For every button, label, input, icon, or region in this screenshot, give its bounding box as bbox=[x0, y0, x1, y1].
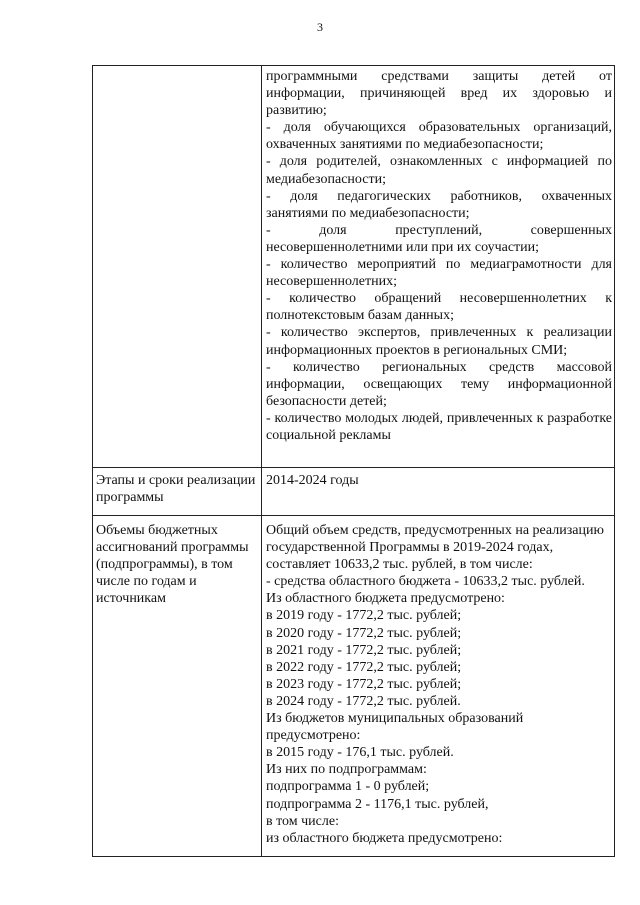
table-row-stages bbox=[93, 468, 615, 516]
indicator-item: - количество экспертов, привлеченных к реализации информационных проектов в региональных СМИ; bbox=[266, 325, 612, 358]
budget-label: Объемы бюджетных ассигнований программы (подпрограммы), в том числе по годам и источникам bbox=[93, 516, 262, 857]
budget-line: подпрограмма 1 - 0 рублей; bbox=[266, 779, 430, 795]
budget-line: в том числе: bbox=[266, 813, 339, 829]
indicator-item: программными средствами защиты детей от информации, причиняющей вред их здоровью и развитию; bbox=[266, 69, 612, 119]
budget-line: Из бюджетов муниципальных образований предусмотрено: bbox=[266, 711, 524, 744]
budget-line: - средства областного бюджета - 10633,2 тыс. рублей. bbox=[266, 574, 585, 590]
table-row-indicators bbox=[93, 66, 615, 468]
budget-line: из областного бюджета предусмотрено: bbox=[266, 830, 503, 846]
indicator-item: - количество региональных средств массовой информации, освещающих тему информационной безопасности детей; bbox=[266, 359, 612, 409]
stages-value: 2014-2024 годы bbox=[262, 468, 615, 516]
budget-line: подпрограмма 2 - 1176,1 тыс. рублей, bbox=[266, 796, 489, 812]
indicator-item: - доля обучающихся образовательных организаций, охваченных занятиями по медиабезопасности; bbox=[266, 120, 612, 153]
indicators-cell bbox=[262, 66, 615, 468]
budget-line: Из них по подпрограммам: bbox=[266, 762, 427, 778]
budget-line: Из областного бюджета предусмотрено: bbox=[266, 591, 505, 607]
budget-line: в 2024 году - 1772,2 тыс. рублей. bbox=[266, 693, 461, 709]
budget-line: в 2020 году - 1772,2 тыс. рублей; bbox=[266, 625, 462, 641]
indicator-item: - доля педагогических работников, охваченных занятиями по медиабезопасности; bbox=[266, 188, 612, 221]
budget-line: в 2022 году - 1772,2 тыс. рублей; bbox=[266, 659, 462, 675]
stages-label: Этапы и сроки реализации программы bbox=[93, 468, 262, 516]
indicator-item: - количество молодых людей, привлеченных к разработке социальной рекламы bbox=[266, 410, 612, 443]
budget-line: в 2019 году - 1772,2 тыс. рублей; bbox=[266, 608, 462, 624]
row-label-empty bbox=[93, 66, 262, 468]
budget-line: в 2023 году - 1772,2 тыс. рублей; bbox=[266, 676, 462, 692]
budget-line: Общий объем средств, предусмотренных на реализацию государственной Программы в 2019-2024 годах, составляет 10633,2 тыс. рублей, в том числе: bbox=[266, 523, 604, 573]
indicator-item: - количество мероприятий по медиаграмотности для несовершеннолетних; bbox=[266, 257, 612, 290]
budget-line: в 2015 году - 176,1 тыс. рублей. bbox=[266, 745, 454, 761]
budget-line: в 2021 году - 1772,2 тыс. рублей; bbox=[266, 642, 462, 658]
indicator-item: - доля преступлений, совершенных несовершеннолетними или при их соучастии; bbox=[266, 222, 612, 255]
budget-cell bbox=[262, 516, 615, 857]
page-number: 3 bbox=[317, 20, 323, 34]
indicator-item: - доля родителей, ознакомленных с информацией по медиабезопасности; bbox=[266, 154, 612, 187]
indicator-item: - количество обращений несовершеннолетних к полнотекстовым базам данных; bbox=[266, 291, 612, 324]
table-row-budget bbox=[93, 516, 615, 857]
passport-table bbox=[92, 65, 615, 857]
